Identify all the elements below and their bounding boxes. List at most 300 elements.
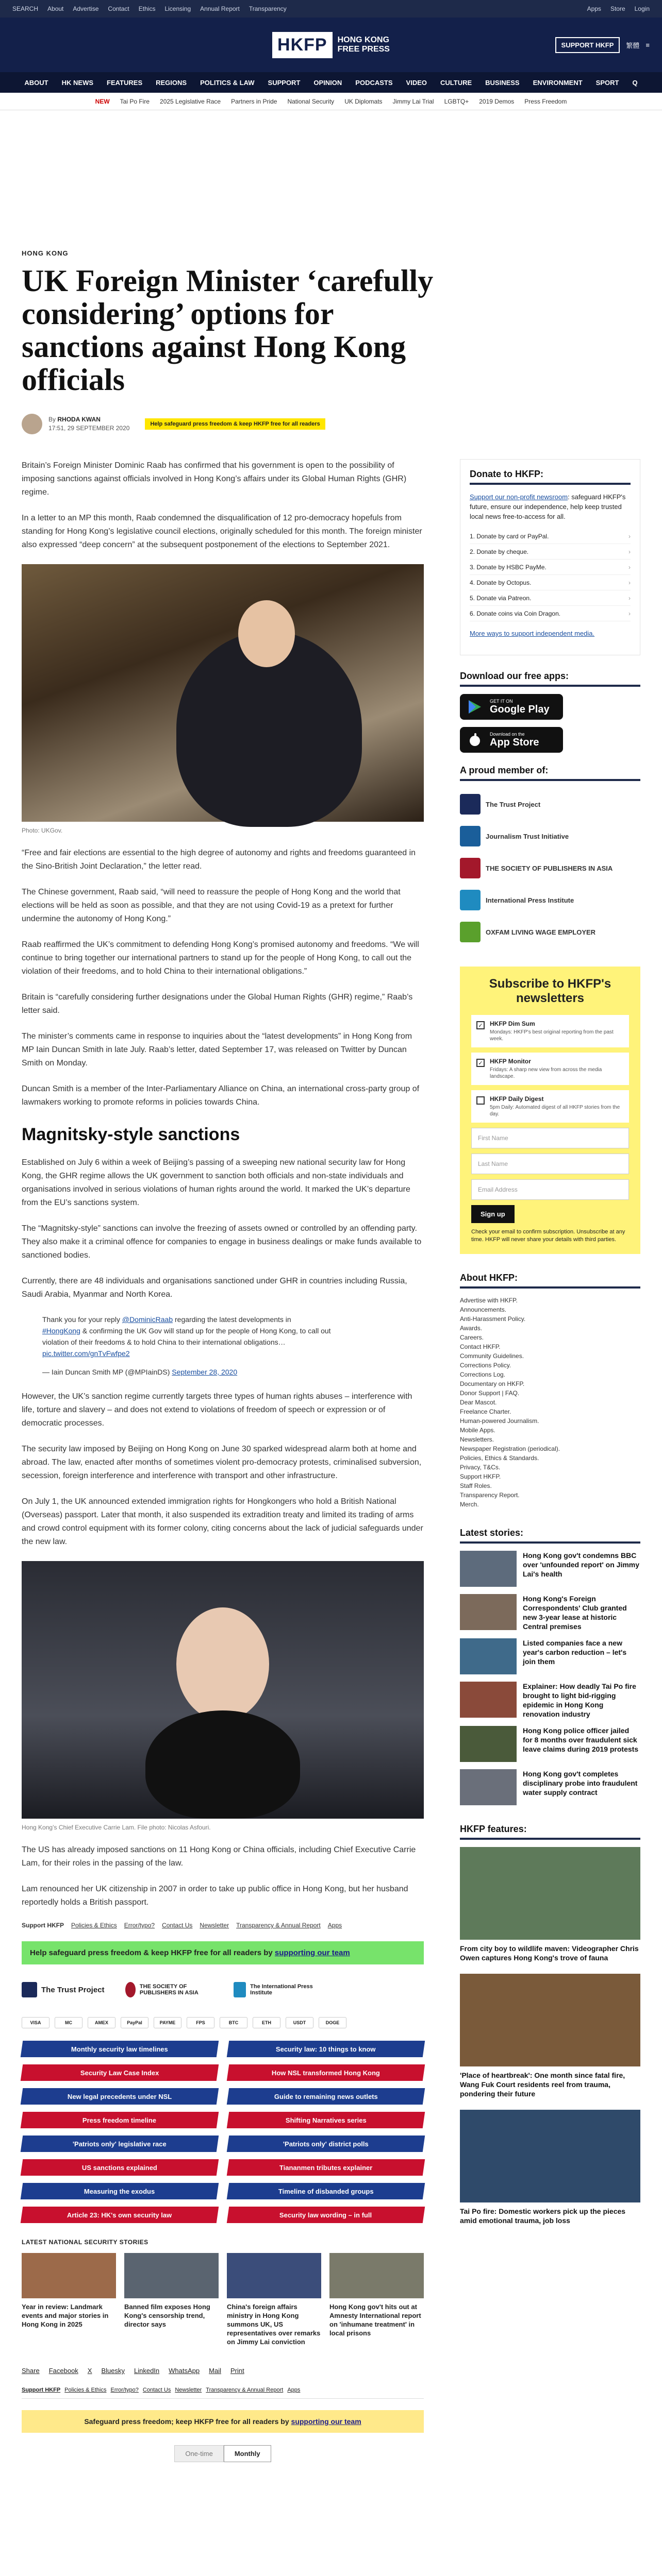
trending-subnav bbox=[0, 93, 662, 110]
nsl-guide-button[interactable] bbox=[21, 2112, 219, 2128]
footer-cta-link[interactable]: supporting our team bbox=[291, 2417, 361, 2426]
embedded-tweet bbox=[42, 1314, 331, 1378]
feature-story[interactable] bbox=[460, 2110, 640, 2225]
chevron-right-icon: › bbox=[628, 609, 631, 617]
donate-option[interactable]: 1. Donate by card or PayPal. › bbox=[470, 529, 631, 544]
support-banner-text: Help safeguard press freedom & keep HKFP free for all readers by bbox=[30, 1948, 273, 1957]
subnav-item[interactable]: 2019 Demos bbox=[479, 97, 515, 105]
login-link[interactable]: Login bbox=[634, 5, 650, 12]
newsletter-option-desc: 5pm Daily: Automated digest of all HKFP stories from the day. bbox=[490, 1105, 620, 1117]
story-title[interactable]: Hong Kong gov't completes disciplinary probe into fraudulent water supply contract bbox=[523, 1770, 638, 1797]
about-link[interactable]: Staff Roles. bbox=[460, 1482, 492, 1489]
photo-face bbox=[238, 600, 295, 667]
ipi-logo[interactable]: The International Press Institute bbox=[234, 1982, 321, 1997]
nav-business[interactable]: BUSINESS bbox=[485, 78, 520, 87]
about-link[interactable]: Announcements. bbox=[460, 1306, 507, 1313]
post-article-links bbox=[22, 1922, 424, 1929]
contact-link[interactable]: Contact bbox=[108, 5, 129, 12]
latest-story[interactable] bbox=[460, 1638, 640, 1674]
about-section bbox=[460, 1273, 640, 1509]
paragraph: Britain is “carefully considering further designations under the Global Human Rights (GHR) regime,” Raab’s letter said. bbox=[22, 993, 413, 1015]
site-logo[interactable] bbox=[272, 32, 390, 58]
nav-sport[interactable]: SPORT bbox=[595, 78, 619, 87]
feature-story[interactable] bbox=[460, 1974, 640, 2098]
footer-transparency-link[interactable]: Transparency & Annual Report bbox=[206, 2387, 284, 2393]
nsl-guide-button[interactable] bbox=[21, 2064, 219, 2081]
share-print[interactable]: Print bbox=[230, 2367, 244, 2375]
feature-title[interactable]: 'Place of heartbreak': One month since fatal fire, Wang Fuk Court residents reel from trauma, pondering their future bbox=[460, 2071, 625, 2098]
publish-date: 17:51, 29 SEPTEMBER 2020 bbox=[48, 425, 130, 432]
member-logo-mark bbox=[460, 890, 481, 910]
features-heading: HKFP features: bbox=[460, 1824, 640, 1840]
nsl-guide-label: Security Law Case Index bbox=[80, 2069, 159, 2077]
latest-story[interactable] bbox=[460, 1726, 640, 1762]
tweet-date-link[interactable]: September 28, 2020 bbox=[172, 1368, 238, 1376]
tweet-text: & confirming the UK Gov will stand up for the people of Hong Kong, to call out violation of their freedoms & to hold China to their international obligations… bbox=[42, 1327, 331, 1346]
story-title[interactable]: Year in review: Landmark events and major stories in Hong Kong in 2025 bbox=[22, 2303, 109, 2328]
nsl-guide-label: Measuring the exodus bbox=[84, 2187, 155, 2195]
latest-story[interactable] bbox=[460, 1769, 640, 1805]
story-title[interactable]: Hong Kong gov't condemns BBC over 'unfounded report' on Jimmy Lai's health bbox=[523, 1551, 640, 1578]
nav-opinion[interactable]: OPINION bbox=[313, 78, 342, 87]
proud-heading: A proud member of: bbox=[460, 765, 640, 781]
apple-icon bbox=[467, 733, 483, 747]
nsl-guide-label: US sanctions explained bbox=[82, 2163, 157, 2172]
photo-caption: Photo: UKGov. bbox=[22, 827, 63, 834]
donate-option[interactable]: 6. Donate coins via Coin Dragon. › bbox=[470, 606, 631, 621]
store-link[interactable]: Store bbox=[610, 5, 625, 12]
google-play-icon bbox=[467, 700, 483, 714]
tweet-pic-link[interactable]: pic.twitter.com/gnTvFwfpe2 bbox=[42, 1349, 130, 1358]
paragraph: However, the UK’s sanction regime currently targets three types of human rights abuses – interference with life, torture and slavery – and does not extend to violations of freedom of speech or expression or of democratic processes. bbox=[22, 1392, 412, 1428]
member-logo-mark bbox=[460, 826, 481, 846]
menu-icon[interactable]: ≡ bbox=[646, 41, 650, 49]
one-time-option[interactable]: One-time bbox=[174, 2445, 223, 2462]
tweet-text: Thank you for your reply bbox=[42, 1315, 120, 1324]
nsl-guide-label: Security law: 10 things to know bbox=[276, 2045, 376, 2053]
story-title[interactable]: Hong Kong police officer jailed for 8 months over fraudulent sick leave claims during 2019 protests bbox=[523, 1726, 639, 1753]
section-kicker[interactable]: HONG KONG bbox=[22, 249, 69, 257]
nav-about[interactable]: ABOUT bbox=[24, 78, 48, 87]
nsl-guide-button[interactable] bbox=[227, 2183, 425, 2199]
donate-option[interactable]: 5. Donate via Patreon. › bbox=[470, 590, 631, 606]
main-nav bbox=[0, 72, 662, 93]
support-link[interactable]: Support HKFP bbox=[22, 1922, 64, 1929]
newsletter-option[interactable] bbox=[471, 1090, 629, 1123]
top-utility-bar bbox=[0, 0, 662, 18]
member-logo[interactable] bbox=[460, 820, 640, 852]
paragraph: Established on July 6 within a week of Beijing’s passing of a sweeping new national security law for Hong Kong, the GHR regime allows the UK government to sanction both officials and non-state individuals and organisations involved in serious violations of human rights around the world. It marked the UK’s departure from the EU’s sanctions system. bbox=[22, 1158, 410, 1207]
tether-icon: USDT bbox=[286, 2017, 313, 2028]
masthead bbox=[0, 18, 662, 72]
paragraph: In a letter to an MP this month, Raab condemned the disqualification of 12 pro-democracy hopefuls from standing for Hong Kong’s legislative council elections, originally scheduled for this month. The foreign minister also expressed “deep concern” at the subsequent postponement of the elections to September 2021. bbox=[22, 514, 422, 549]
about-link[interactable]: Advertise with HKFP. bbox=[460, 1297, 518, 1304]
share-whatsapp[interactable]: WhatsApp bbox=[169, 2367, 200, 2375]
about-link[interactable]: Merch. bbox=[460, 1501, 479, 1508]
member-logo[interactable] bbox=[460, 852, 640, 884]
subnav-item[interactable]: UK Diplomats bbox=[344, 97, 383, 105]
logo-line-2: FREE PRESS bbox=[337, 45, 390, 54]
nsl-guide-button[interactable] bbox=[21, 2088, 219, 2105]
share-bluesky[interactable]: Bluesky bbox=[101, 2367, 125, 2375]
footer-cta-text: Safeguard press freedom; keep HKFP free for all readers by bbox=[84, 2417, 289, 2426]
newsletter-options bbox=[471, 1015, 629, 1123]
paragraph: Raab reaffirmed the UK’s commitment to defending Hong Kong’s promised autonomy and freedoms. “We will continue to bring together our international partners to stand up for the people of Hong Kong, to call out the violation of their freedoms, and to hold China to their international obligations.” bbox=[22, 940, 419, 976]
share-label: Share bbox=[22, 2367, 40, 2375]
story-thumbnail bbox=[460, 1551, 517, 1587]
nsl-guide-button[interactable] bbox=[227, 2136, 425, 2152]
share-linkedin[interactable]: LinkedIn bbox=[134, 2367, 160, 2375]
content-columns bbox=[22, 459, 640, 2576]
about-link[interactable]: Corrections Policy. bbox=[460, 1362, 511, 1369]
story-title[interactable]: Hong Kong's Foreign Correspondents' Club granted new 3-year lease at historic Central premises bbox=[523, 1595, 627, 1631]
story-thumbnail bbox=[460, 1594, 517, 1630]
nsl-story-card[interactable] bbox=[329, 2253, 424, 2346]
member-name: OXFAM LIVING WAGE EMPLOYER bbox=[486, 928, 596, 936]
support-banner bbox=[22, 1941, 424, 1964]
donate-option[interactable]: 2. Donate by cheque. › bbox=[470, 544, 631, 560]
nsl-guide-button[interactable] bbox=[21, 2041, 219, 2057]
features-section bbox=[460, 1824, 640, 2225]
story-title[interactable]: Hong Kong gov't hits out at Amnesty International report on 'inhumane treatment' in local prisons bbox=[329, 2303, 421, 2337]
article-photo-raab bbox=[22, 564, 424, 822]
tweet-hashtag-link[interactable]: #HongKong bbox=[42, 1327, 80, 1335]
nsl-guide-label: 'Patriots only' legislative race bbox=[73, 2140, 167, 2148]
apps-link[interactable]: Apps bbox=[587, 5, 601, 12]
support-our-team-link[interactable]: supporting our team bbox=[274, 1948, 350, 1957]
newsletter-heading: Subscribe to HKFP's newsletters bbox=[489, 977, 611, 1005]
about-link[interactable]: Freelance Charter. bbox=[460, 1408, 511, 1415]
nav-environment[interactable]: ENVIRONMENT bbox=[533, 78, 583, 87]
feature-thumbnail bbox=[460, 1974, 640, 2066]
paragraph: The Chinese government, Raab said, “will need to reassure the people of Hong Kong and the world that elections will be held as soon as possible, and that they are not using Covid-19 as a pretext for further undermine the autonomy of Hong Kong.” bbox=[22, 888, 401, 923]
nsl-guide-label: Tiananmen tributes explainer bbox=[279, 2163, 373, 2172]
latest-story[interactable] bbox=[460, 1594, 640, 1631]
about-link[interactable]: Anti-Harassment Policy. bbox=[460, 1315, 526, 1323]
nsl-guide-label: Guide to remaining news outlets bbox=[274, 2092, 378, 2100]
about-link[interactable]: About bbox=[47, 5, 64, 12]
author-prefix: By bbox=[48, 416, 56, 423]
newsletter-option-title: HKFP Dim Sum bbox=[490, 1020, 535, 1027]
about-link[interactable]: Support HKFP. bbox=[460, 1473, 501, 1480]
nav-support[interactable]: SUPPORT bbox=[268, 78, 301, 87]
nsl-guide-button[interactable] bbox=[227, 2112, 425, 2128]
feature-thumbnail bbox=[460, 1847, 640, 1940]
subnav-item[interactable]: Jimmy Lai Trial bbox=[392, 97, 434, 105]
newsletter-signup bbox=[460, 967, 640, 1254]
story-title[interactable]: Explainer: How deadly Tai Po fire brought to light bid-rigging epidemic in Hong Kong renovation industry bbox=[523, 1682, 636, 1718]
app-store-badge[interactable]: Download on the App Store bbox=[460, 727, 563, 753]
nsl-guide-button[interactable] bbox=[21, 2159, 219, 2176]
about-links bbox=[460, 1296, 640, 1509]
feature-title[interactable]: From city boy to wildlife maven: Videographer Chris Owen captures Hong Kong's trove of fauna bbox=[460, 1944, 639, 1962]
footer-policies-link[interactable]: Policies & Ethics bbox=[64, 2387, 107, 2393]
nsl-story-card[interactable] bbox=[22, 2253, 116, 2346]
article-photo-lam bbox=[22, 1561, 424, 1819]
story-thumbnail bbox=[460, 1769, 517, 1805]
subheading: Magnitsky-style sanctions bbox=[22, 1125, 240, 1144]
subnav-item[interactable]: Partners in Pride bbox=[231, 97, 277, 105]
story-title[interactable]: Listed companies face a new year's carbon reduction – let's join them bbox=[523, 1639, 627, 1666]
about-link[interactable]: Community Guidelines. bbox=[460, 1352, 524, 1360]
about-link[interactable]: Privacy, T&Cs. bbox=[460, 1464, 501, 1471]
fps-icon: FPS bbox=[187, 2017, 214, 2028]
about-link[interactable]: Human-powered Journalism. bbox=[460, 1417, 539, 1425]
newsletter-checkbox[interactable] bbox=[476, 1096, 485, 1105]
support-hkfp-button[interactable]: SUPPORT HKFP bbox=[555, 37, 620, 53]
sopa-logo[interactable]: THE SOCIETY OF PUBLISHERS IN ASIA bbox=[125, 1982, 213, 1997]
about-link[interactable]: Dear Mascot. bbox=[460, 1399, 497, 1406]
google-play-badge[interactable]: GET IT ON Google Play bbox=[460, 694, 563, 720]
about-link[interactable]: Newspaper Registration (periodical). bbox=[460, 1445, 560, 1452]
latest-story-list bbox=[460, 1551, 640, 1805]
photo-caption: Hong Kong’s Chief Executive Carrie Lam. File photo: Nicolas Asfouri. bbox=[22, 1824, 211, 1831]
story-thumbnail bbox=[124, 2253, 219, 2298]
feature-title[interactable]: Tai Po fire: Domestic workers pick up the pieces amid emotional trauma, job loss bbox=[460, 2207, 626, 2225]
chevron-right-icon: › bbox=[628, 579, 631, 586]
story-title[interactable]: China's foreign affairs ministry in Hong Kong summons UK, US representatives over remarks on Jimmy Lai conviction bbox=[227, 2303, 321, 2346]
policies-link[interactable]: Policies & Ethics bbox=[71, 1922, 117, 1929]
chevron-right-icon: › bbox=[628, 548, 631, 555]
nav-search-icon[interactable]: Q bbox=[632, 78, 638, 87]
donate-option[interactable]: 4. Donate by Octopus. › bbox=[470, 575, 631, 590]
search-link[interactable]: SEARCH bbox=[12, 5, 39, 12]
visa-icon: VISA bbox=[22, 2017, 49, 2028]
transparency-link[interactable]: Transparency & Annual Report bbox=[236, 1922, 321, 1929]
proud-member-section bbox=[460, 765, 640, 948]
annual-report-link[interactable]: Annual Report bbox=[200, 5, 240, 12]
author-name[interactable]: RHODA KWAN bbox=[57, 416, 101, 423]
newsletter-checkbox[interactable]: ✓ bbox=[476, 1059, 485, 1067]
paragraph: Currently, there are 48 individuals and organisations sanctioned under GHR in countries including Russia, Saudi Arabia, Myanmar and North Korea. bbox=[22, 1277, 407, 1299]
sidebar bbox=[460, 459, 640, 2236]
latest-heading: Latest stories: bbox=[460, 1528, 640, 1544]
bitcoin-icon: BTC bbox=[220, 2017, 247, 2028]
about-link[interactable]: Documentary on HKFP. bbox=[460, 1380, 525, 1387]
byline bbox=[22, 414, 640, 434]
paragraph: The security law imposed by Beijing on Hong Kong on June 30 sparked widespread alarm both at home and abroad. The law, enacted after months of sometimes violent pro-democracy protests, criminalised subversion, secession, foreign interference and interference with transport and other infrastructure. bbox=[22, 1445, 422, 1480]
language-toggle[interactable]: 繁體 bbox=[626, 42, 640, 49]
nav-features[interactable]: FEATURES bbox=[107, 78, 143, 87]
chevron-right-icon: › bbox=[628, 532, 631, 540]
newsletter-option-title: HKFP Monitor bbox=[490, 1058, 531, 1065]
doge-icon: DOGE bbox=[319, 2017, 346, 2028]
subnav-item[interactable]: Press Freedom bbox=[524, 97, 567, 105]
nsl-guide-button[interactable] bbox=[21, 2183, 219, 2199]
newsletter-option[interactable] bbox=[471, 1015, 629, 1047]
licensing-link[interactable]: Licensing bbox=[164, 5, 191, 12]
story-thumbnail bbox=[460, 1638, 517, 1674]
tweet-text: regarding the latest developments in bbox=[175, 1315, 291, 1324]
donate-intro-link[interactable]: Support our non-profit newsroom bbox=[470, 493, 568, 501]
trust-project-logo[interactable]: The Trust Project bbox=[22, 1982, 105, 1997]
footer-support-link[interactable]: Support HKFP bbox=[22, 2387, 61, 2393]
about-link[interactable]: Donor Support | FAQ. bbox=[460, 1389, 520, 1397]
article-title: UK Foreign Minister ‘carefully considering’ options for sanctions against Hong Kong officials bbox=[22, 264, 434, 397]
photo-face bbox=[176, 1607, 269, 1721]
tweet-signature: — Iain Duncan Smith MP (@MPIainDS) bbox=[42, 1368, 170, 1376]
subnav-item[interactable]: LGBTQ+ bbox=[444, 97, 469, 105]
story-thumbnail bbox=[22, 2253, 116, 2298]
nsl-guide-button[interactable] bbox=[227, 2088, 425, 2105]
article-body bbox=[22, 459, 424, 2462]
donate-intro: : safeguard HKFP's future, ensure our independence, help keep trusted local news free-to-access for all. bbox=[470, 493, 626, 520]
nsl-guide-label: How NSL transformed Hong Kong bbox=[272, 2069, 380, 2077]
newsletter-checkbox[interactable]: ✓ bbox=[476, 1021, 485, 1029]
feature-story[interactable] bbox=[460, 1847, 640, 1962]
newsletter-note: Check your email to confirm subscription. Unsubscribe at any time. HKFP will never share your details with third parties. bbox=[471, 1229, 625, 1243]
about-link[interactable]: Transparency Report. bbox=[460, 1492, 520, 1499]
about-link[interactable]: Newsletters. bbox=[460, 1436, 494, 1443]
new-badge: NEW bbox=[95, 97, 110, 105]
about-link[interactable]: Careers. bbox=[460, 1334, 484, 1341]
monthly-option[interactable]: Monthly bbox=[224, 2445, 271, 2462]
footer-cta bbox=[22, 2410, 424, 2433]
nsl-guide-button[interactable] bbox=[21, 2136, 219, 2152]
feature-thumbnail bbox=[460, 2110, 640, 2202]
trust-logos bbox=[22, 1977, 424, 2003]
newsletter-option-desc: Fridays: A sharp new view from across the media landscape. bbox=[490, 1067, 602, 1079]
footer-typo-link[interactable]: Error/typo? bbox=[110, 2387, 139, 2393]
nsl-guide-label: Press freedom timeline bbox=[82, 2116, 157, 2124]
about-link[interactable]: Policies, Ethics & Standards. bbox=[460, 1454, 539, 1462]
about-link[interactable]: Contact HKFP. bbox=[460, 1343, 501, 1350]
latest-nsl-heading: LATEST NATIONAL SECURITY STORIES bbox=[22, 2239, 148, 2246]
paragraph: Duncan Smith is a member of the Inter-Parliamentary Alliance on China, an international cross-party group of lawmakers working to promote reforms in policies towards China. bbox=[22, 1084, 420, 1107]
share-mail[interactable]: Mail bbox=[209, 2367, 221, 2375]
member-logos bbox=[460, 788, 640, 948]
payment-methods bbox=[22, 2015, 424, 2030]
footer-contact-link[interactable]: Contact Us bbox=[142, 2387, 171, 2393]
nsl-guide-label: Article 23: HK's own security law bbox=[67, 2211, 172, 2219]
about-link[interactable]: Awards. bbox=[460, 1325, 483, 1332]
nav-hk-news[interactable]: HK NEWS bbox=[61, 78, 94, 87]
typo-link[interactable]: Error/typo? bbox=[124, 1922, 155, 1929]
paypal-icon: PayPal bbox=[121, 2017, 148, 2028]
nsl-guide-label: Shifting Narratives series bbox=[285, 2116, 367, 2124]
donate-heading: Donate to HKFP: bbox=[470, 469, 631, 485]
member-logo[interactable] bbox=[460, 884, 640, 916]
nav-regions[interactable]: REGIONS bbox=[156, 78, 187, 87]
member-logo-mark bbox=[460, 858, 481, 878]
footer-apps-link[interactable]: Apps bbox=[287, 2387, 301, 2393]
member-logo[interactable] bbox=[460, 788, 640, 820]
member-logo-mark bbox=[460, 794, 481, 815]
feature-list bbox=[460, 1847, 640, 2225]
share-bar bbox=[22, 2367, 424, 2375]
latest-stories-section bbox=[460, 1528, 640, 1805]
chevron-right-icon: › bbox=[628, 563, 631, 571]
nsl-guide-label: 'Patriots only' district polls bbox=[283, 2140, 369, 2148]
email-field[interactable]: Email Address bbox=[471, 1179, 629, 1200]
share-facebook[interactable]: Facebook bbox=[48, 2367, 78, 2375]
story-thumbnail bbox=[460, 1682, 517, 1718]
nav-politics[interactable]: POLITICS & LAW bbox=[200, 78, 255, 87]
nsl-guide-label: New legal precedents under NSL bbox=[67, 2092, 172, 2100]
about-link[interactable]: Mobile Apps. bbox=[460, 1427, 495, 1434]
logo-line-1: HONG KONG bbox=[337, 36, 390, 44]
author-avatar bbox=[22, 414, 42, 434]
nav-podcasts[interactable]: PODCASTS bbox=[355, 78, 393, 87]
paragraph: The minister’s comments came in response to inquiries about the “latest developments” in Hong Kong from MP Iain Duncan Smith in late July. Raab’s letter, dated September 17, was released on Twitter by Duncan Smith on Monday. bbox=[22, 1032, 412, 1067]
donate-option[interactable]: 3. Donate by HSBC PayMe. › bbox=[470, 560, 631, 575]
footer-newsletter-link[interactable]: Newsletter bbox=[175, 2387, 202, 2393]
advertise-link[interactable]: Advertise bbox=[73, 5, 99, 12]
first-name-field[interactable]: First Name bbox=[471, 1128, 629, 1148]
donate-box bbox=[460, 459, 640, 655]
story-thumbnail bbox=[329, 2253, 424, 2298]
transparency-link[interactable]: Transparency bbox=[249, 5, 287, 12]
nsl-guide-button[interactable] bbox=[21, 2207, 219, 2223]
member-name: The Trust Project bbox=[486, 800, 541, 808]
subnav-item[interactable]: 2025 Legislative Race bbox=[160, 97, 221, 105]
page-wrapper bbox=[22, 110, 640, 2576]
share-x[interactable]: X bbox=[87, 2367, 92, 2375]
paragraph: Lam renounced her UK citizenship in 2007 in order to take up public office in Hong Kong, but her husband reportedly holds a British passport. bbox=[22, 1885, 408, 1907]
paragraph: On July 1, the UK announced extended immigration rights for Hongkongers who hold a British National (Overseas) passport. Later that month, it also suspended its extradition treaty and limited its trading of arms and crowd control equipment with its former colony, citing concerns about the lack of judicial safeguards under the new law. bbox=[22, 1497, 423, 1546]
paragraph: The US has already imposed sanctions on 11 Hong Kong or China officials, including Chief Executive Carrie Lam, for their roles in the passing of the law. bbox=[22, 1845, 416, 1868]
nav-culture[interactable]: CULTURE bbox=[440, 78, 472, 87]
help-safeguard-button[interactable]: Help safeguard press freedom & keep HKFP free for all readers bbox=[145, 418, 325, 430]
donation-frequency-toggle bbox=[22, 2445, 424, 2462]
ad-space bbox=[22, 110, 640, 249]
subnav-item[interactable]: Tai Po Fire bbox=[120, 97, 150, 105]
member-name: International Press Institute bbox=[486, 896, 574, 904]
apps-section bbox=[460, 671, 640, 753]
nsl-guide-button[interactable] bbox=[227, 2207, 425, 2223]
photo-figure bbox=[145, 1710, 300, 1819]
nav-video[interactable]: VIDEO bbox=[406, 78, 427, 87]
nsl-guide-label: Timeline of disbanded groups bbox=[278, 2187, 374, 2195]
ethics-link[interactable]: Ethics bbox=[138, 5, 156, 12]
latest-story[interactable] bbox=[460, 1551, 640, 1587]
latest-story[interactable] bbox=[460, 1682, 640, 1719]
logo-mark: HKFP bbox=[272, 32, 333, 58]
story-thumbnail bbox=[460, 1726, 517, 1762]
nsl-guide-label: Security law wording – in full bbox=[279, 2211, 372, 2219]
latest-nsl-stories bbox=[22, 2253, 424, 2346]
paragraph: Britain’s Foreign Minister Dominic Raab has confirmed that his government is open to the possibility of imposing sanctions against officials involved in Hong Kong’s affairs under its Global Human Rights (GHR) regime. bbox=[22, 461, 407, 497]
amex-icon: AMEX bbox=[88, 2017, 115, 2028]
chevron-right-icon: › bbox=[628, 594, 631, 602]
nsl-guide-label: Monthly security law timelines bbox=[71, 2045, 168, 2053]
footer-links bbox=[22, 2387, 424, 2399]
sign-up-button[interactable]: Sign up bbox=[471, 1205, 515, 1223]
last-name-field[interactable]: Last Name bbox=[471, 1154, 629, 1174]
member-name: Journalism Trust Initiative bbox=[486, 832, 569, 840]
newsletter-option[interactable] bbox=[471, 1053, 629, 1085]
ethereum-icon: ETH bbox=[253, 2017, 280, 2028]
paragraph: The “Magnitsky-style” sanctions can involve the freezing of assets owned or controlled by an offending party. They also make it a criminal offence for companies to engage in business dealings or make funds available to sanctioned bodies. bbox=[22, 1224, 422, 1260]
member-logo[interactable] bbox=[460, 916, 640, 948]
nsl-guide-button[interactable] bbox=[227, 2159, 425, 2176]
nsl-story-card[interactable] bbox=[227, 2253, 321, 2346]
story-title[interactable]: Banned film exposes Hong Kong's censorship trend, director says bbox=[124, 2303, 210, 2328]
nsl-guide-buttons bbox=[22, 2041, 424, 2223]
contact-link[interactable]: Contact Us bbox=[162, 1922, 193, 1929]
newsletter-link[interactable]: Newsletter bbox=[200, 1922, 229, 1929]
nsl-guide-button[interactable] bbox=[227, 2064, 425, 2081]
mastercard-icon: MC bbox=[55, 2017, 82, 2028]
tweet-mention-link[interactable]: @DominicRaab bbox=[122, 1315, 173, 1324]
subnav-item[interactable]: National Security bbox=[287, 97, 335, 105]
nsl-story-card[interactable] bbox=[124, 2253, 219, 2346]
apps-link[interactable]: Apps bbox=[327, 1922, 342, 1929]
nsl-guide-button[interactable] bbox=[227, 2041, 425, 2057]
paragraph: “Free and fair elections are essential to the high degree of autonomy and rights and freedoms guaranteed in the Sino-British Joint Declaration,” the letter read. bbox=[22, 849, 416, 871]
more-ways-link[interactable]: More ways to support independent media. bbox=[470, 630, 595, 637]
about-link[interactable]: Corrections Log. bbox=[460, 1371, 506, 1378]
